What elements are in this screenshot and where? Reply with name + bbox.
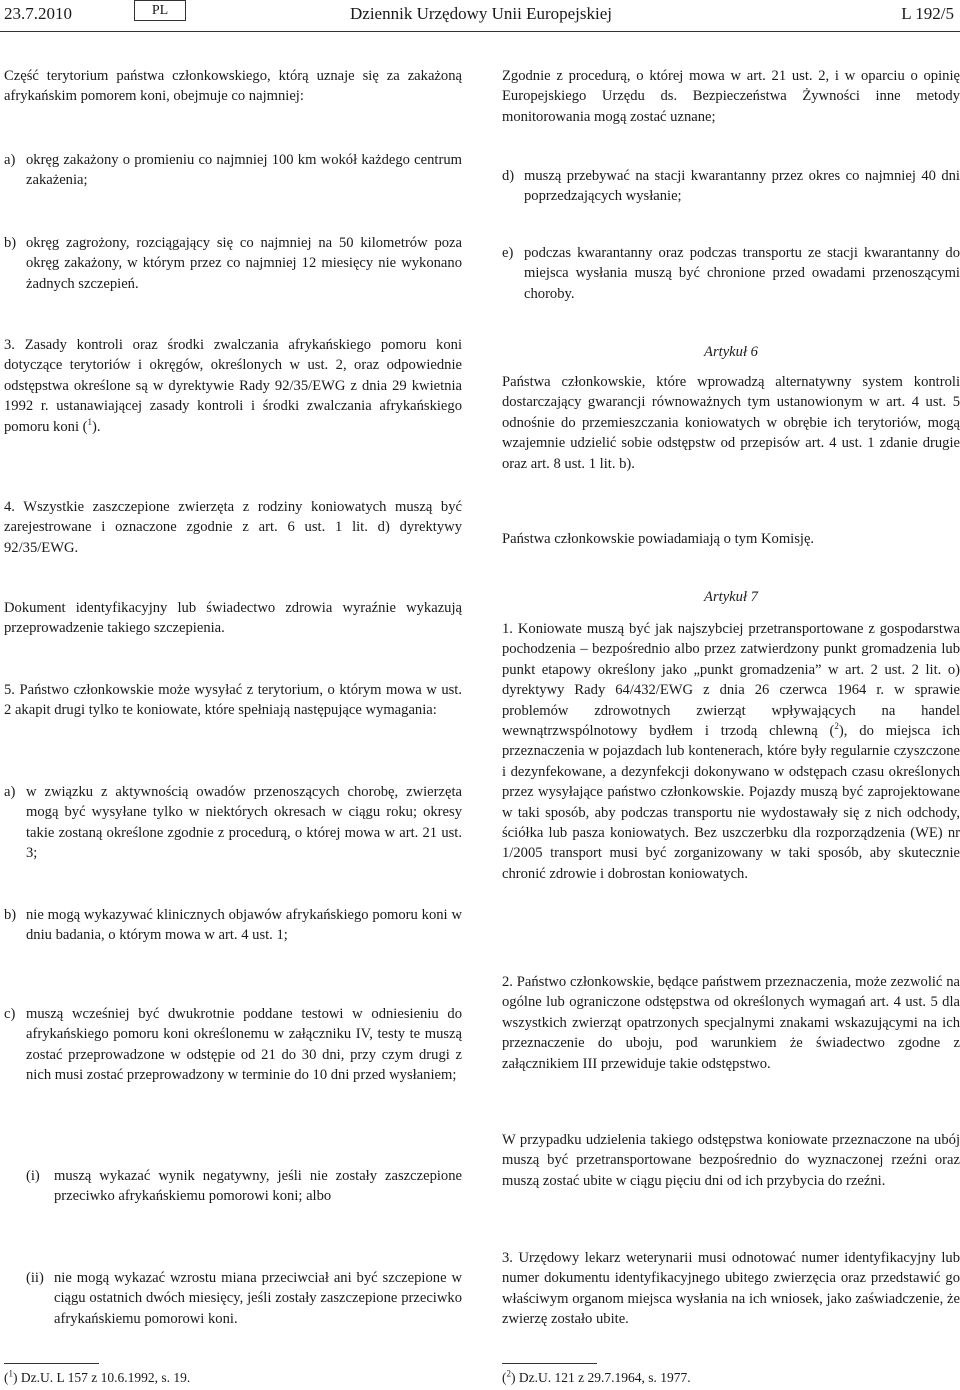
paragraph-3: 3. Zasady kontroli oraz środki zwalczania afrykańskiego pomoru koni dotyczące terytoriów i okręgów, określonych w ust. 2, oraz odpowiednie odstępstwa określone są w dyrektywie Rady 92/35/EWG z dnia 29 kwietnia 1992 r. ustanawiającej zasady kontroli i środki zwalczania afrykańskiego pomoru koni ($^1$). [4,337,462,435]
list-item-c [4,1004,462,1086]
article-7-paragraph-2: 2. Państwo członkowskie, będące państwem przeznaczenia, może zezwolić na ogólne lub ograniczone odstępstwa od określonych wymagań art. 4 ust. 5 dla wszystkich zwierząt opatrzonych specjalnymi znakami wskazującymi na ich przeznaczenie do uboju, pod warunkiem że świadectwo zgodne z załącznikiem III przewiduje takie odstępstwo. [502,974,960,1072]
document-paragraph: Dokument identyfikacyjny lub świadectwo zdrowia wyraźnie wykazują przeprowadzenie takiego szczepienia. [4,600,462,637]
footnote-ref-2[interactable]: 2 [834,721,839,732]
header-divider [0,31,960,32]
list-item-e [502,243,960,304]
list-item-b2 [4,905,462,946]
footnote-1: ($^1$) Dz.U. L 157 z 10.6.1992, s. 19. [4,1368,191,1385]
article-7-paragraph-4: 3. Urzędowy lekarz weterynarii musi odnotować numer identyfikacyjny lub numer dokumentu identyfikacyjnego ubitego zwierzęcia oraz przedstawić go właściwym organom miejsca wysłania na ich wniosek, jako zaświadczenie, że zwierzę zostało ubite. [502,1250,960,1328]
list-label: e) [502,245,514,261]
list-label: b) [4,235,17,251]
footnote-ref-1[interactable]: 1 [87,416,93,427]
list-text: muszą wcześniej być dwukrotnie poddane testowi w odniesieniu do afrykańskiego pomoru koni określonemu w załączniku IV, testy te muszą zostać przeprowadzone w odstępie od 21 do 30 dni, przy czym drugi z nich musi zostać przeprowadzony w terminie do 10 dni przed wysłaniem; [26,1006,462,1084]
list-text: okręg zakażony o promieniu co najmniej 100 km wokół każdego centrum zakażenia; [26,152,462,189]
list-item-a2 [4,782,462,864]
paragraph-4: 4. Wszystkie zaszczepione zwierzęta z rodziny koniowatych muszą być zarejestrowane i oznaczone zgodnie z art. 6 ust. 1 lit. d) dyrektywy 92/35/EWG. [4,499,462,556]
intro-paragraph-right: Zgodnie z procedurą, o której mowa w art. 21 ust. 2, i w oparciu o opinię Europejskiego Urzędu ds. Bezpieczeństwa Żywności inne metody monitorowania mogą zostać uznane; [502,68,960,125]
list-label: a) [4,152,16,168]
sub-text: nie mogą wykazać wzrostu miana przeciwciał ani być szczepione w ciągu ostatnich dwóch miesięcy, jeśli zostały zaszczepione przeciwko afrykańskiemu pomorowi koni. [54,1270,462,1327]
journal-title: Dziennik Urzędowy Unii Europejskiej [350,4,613,23]
list-label: d) [502,168,515,184]
sub-label: (ii) [26,1270,44,1286]
page-header [0,0,960,30]
sub-label: (i) [26,1168,40,1184]
article-6-paragraph-2: Państwa członkowskie powiadamiają o tym Komisję. [502,531,815,547]
footnote-divider [502,1363,597,1364]
list-item-b [4,233,462,294]
sub-item-ii [4,1268,462,1329]
footnote-divider [4,1363,99,1364]
language-badge: PL [134,0,186,21]
footnote-2: ($^2$) Dz.U. 121 z 29.7.1964, s. 1977. [502,1368,691,1385]
header-date: 23.7.2010 [4,4,72,23]
list-text: muszą przebywać na stacji kwarantanny przez okres co najmniej 40 dni poprzedzających wysłanie; [524,168,960,205]
page-number: L 192/5 [901,4,954,23]
list-label: c) [4,1006,16,1022]
sub-item-i [4,1166,462,1207]
list-text: podczas kwarantanny oraz podczas transportu ze stacji kwarantanny do miejsca wysłania muszą być chronione przed owadami przenoszącymi choroby. [524,245,960,302]
list-item-a [4,150,462,191]
list-text: nie mogą wykazywać klinicznych objawów afrykańskiego pomoru koni w dniu badania, o którym mowa w art. 4 ust. 1; [26,907,462,944]
article-7-paragraph-1: 1. Koniowate muszą być jak najszybciej przetransportowane z gospodarstwa pochodzenia – bezpośrednio albo przez zatwierdzony punkt gromadzenia lub punkt etapowy określony jako „punkt gromadzenia” w art. 2 ust. 2 lit. o) dyrektywy Rady 64/432/EWG z dnia 26 czerwca 1964 r. w sprawie problemów zdrowotnych zwierząt wpływających na handel wewnątrzwspólnotowy bydłem i trzodą chlewną ($^2$), do miejsca ich przeznaczenia w pojazdach lub kontenerach, które były regularnie czyszczone i dezynfekowane, a dezynfekcji dokonywano w odstępach czasu określonych przez wysyłające państwo członkowskie. Pojazdy muszą być zaprojektowane w taki sposób, aby podczas transportu nie wydostawały się z nich odchody, ściółka lub pasza koniowatych. Bez uszczerbku dla rozporządzenia (WE) nr 1/2005 transport musi być zorganizowany w taki sposób, aby skutecznie chronić zdrowie i dobrostan koniowatych. [502,621,960,882]
sub-text: muszą wykazać wynik negatywny, jeśli nie zostały zaszczepione przeciwko afrykańskiemu pomorowi koni; albo [54,1168,462,1205]
article-6-paragraph-1: Państwa członkowskie, które wprowadzą alternatywny system kontroli dostarczający gwarancji równoważnych tym ustanowionym w art. 4 ust. 5 odnośnie do przemieszczania koniowatych w obrębie ich terytoriów, mogą wzajemnie udzielić sobie odstępstw od przepisów art. 4 ust. 1 zdanie drugie oraz art. 8 ust. 1 lit. b). [502,374,960,472]
list-label: a) [4,784,16,800]
list-item-d [502,166,960,207]
article-6-title: Artykuł 6 [704,344,758,360]
list-text: w związku z aktywnością owadów przenoszących chorobę, zwierzęta mogą być wysyłane tylko w niektórych okresach w ciągu roku; okresy takie zostaną określone zgodnie z procedurą, o której mowa w art. 21 ust. 3; [26,784,462,862]
intro-paragraph: Część terytorium państwa członkowskiego, którą uznaje się za zakażoną afrykańskim pomorem koni, obejmuje co najmniej: [4,68,462,105]
list-text: okręg zagrożony, rozciągający się co najmniej na 50 kilometrów poza okręg zakażony, w którym przez co najmniej 12 miesięcy nie wykonano żadnych szczepień. [26,235,462,292]
list-label: b) [4,907,17,923]
article-7-title: Artykuł 7 [704,589,758,605]
article-7-paragraph-3: W przypadku udzielenia takiego odstępstwa koniowate przeznaczone na ubój muszą być przetransportowane bezpośrednio do wyznaczonej rzeźni oraz muszą zostać ubite w ciągu pięciu dni od ich przybycia do rzeźni. [502,1132,960,1189]
paragraph-5: 5. Państwo członkowskie może wysyłać z terytorium, o którym mowa w ust. 2 akapit drugi tylko te koniowate, które spełniają następujące wymagania: [4,682,462,719]
